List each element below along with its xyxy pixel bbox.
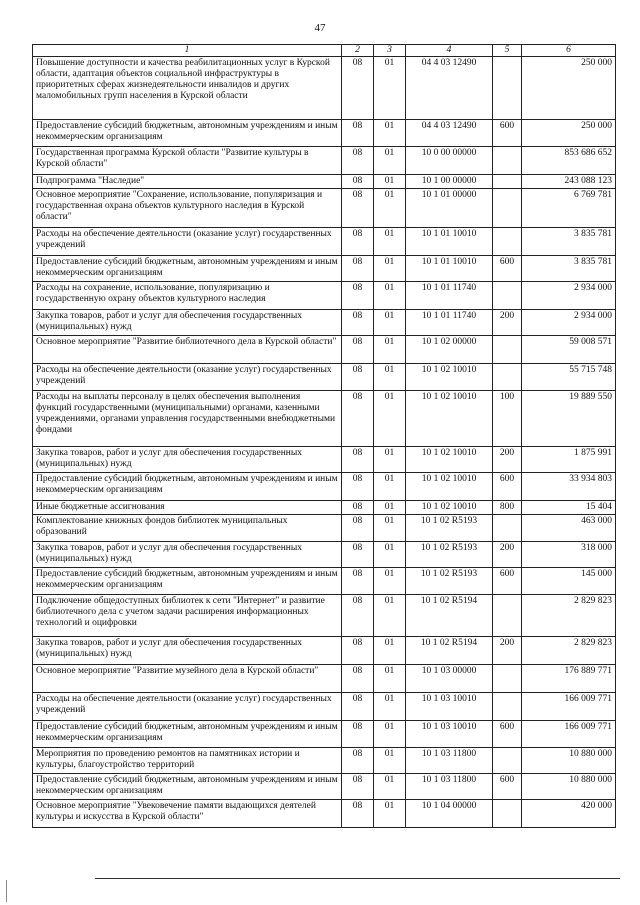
cell-target-article: 10 1 02 10010 xyxy=(406,473,493,501)
budget-table xyxy=(32,44,616,828)
header-col-5: 5 xyxy=(493,45,522,57)
table-row xyxy=(33,515,616,542)
header-col-1: 1 xyxy=(33,45,342,57)
cell-subsection: 01 xyxy=(374,693,406,721)
cell-target-article: 04 4 03 12490 xyxy=(406,57,493,120)
table-row xyxy=(33,693,616,721)
cell-amount: 10 880 000 xyxy=(522,774,616,800)
table-row xyxy=(33,147,616,175)
table-row xyxy=(33,595,616,637)
table-row xyxy=(33,542,616,568)
cell-target-article: 10 1 02 R5193 xyxy=(406,515,493,542)
table-row xyxy=(33,473,616,501)
cell-target-article: 10 1 03 11800 xyxy=(406,748,493,774)
cell-section: 08 xyxy=(342,501,374,515)
cell-target-article: 10 1 02 R5194 xyxy=(406,637,493,665)
cell-target-article: 04 4 03 12490 xyxy=(406,120,493,147)
cell-subsection: 01 xyxy=(374,568,406,595)
cell-subsection: 01 xyxy=(374,391,406,447)
cell-section: 08 xyxy=(342,665,374,693)
table-row xyxy=(33,189,616,228)
cell-name: Расходы на обеспечение деятельности (оказание услуг) государственных учреждений xyxy=(33,364,342,391)
cell-name: Расходы на сохранение, использование, популяризацию и государственную охрану объектов культурного наследия xyxy=(33,282,342,310)
cell-amount: 250 000 xyxy=(522,57,616,120)
cell-expense-type: 600 xyxy=(493,721,522,748)
cell-section: 08 xyxy=(342,568,374,595)
cell-expense-type xyxy=(493,595,522,637)
cell-target-article: 10 1 02 10010 xyxy=(406,391,493,447)
cell-section: 08 xyxy=(342,120,374,147)
cell-name: Основное мероприятие "Развитие музейного дела в Курской области" xyxy=(33,665,342,693)
page-number: 47 xyxy=(314,22,326,34)
cell-name: Расходы на обеспечение деятельности (оказание услуг) государственных учреждений xyxy=(33,693,342,721)
cell-expense-type: 600 xyxy=(493,568,522,595)
cell-name: Иные бюджетные ассигнования xyxy=(33,501,342,515)
table-row xyxy=(33,800,616,828)
table-row xyxy=(33,721,616,748)
cell-expense-type xyxy=(493,800,522,828)
cell-amount: 2 829 823 xyxy=(522,637,616,665)
cell-amount: 10 880 000 xyxy=(522,748,616,774)
table-row xyxy=(33,637,616,665)
cell-target-article: 10 1 02 R5193 xyxy=(406,568,493,595)
table-row xyxy=(33,256,616,282)
cell-section: 08 xyxy=(342,282,374,310)
cell-amount: 250 000 xyxy=(522,120,616,147)
cell-expense-type: 200 xyxy=(493,310,522,336)
table-header-row xyxy=(33,45,616,57)
cell-target-article: 10 1 02 00000 xyxy=(406,336,493,364)
cell-target-article: 10 1 01 11740 xyxy=(406,310,493,336)
table-row xyxy=(33,310,616,336)
table-row xyxy=(33,774,616,800)
cell-subsection: 01 xyxy=(374,501,406,515)
cell-subsection: 01 xyxy=(374,310,406,336)
table-row xyxy=(33,501,616,515)
cell-expense-type xyxy=(493,748,522,774)
cell-amount: 853 686 652 xyxy=(522,147,616,175)
table-row xyxy=(33,282,616,310)
cell-subsection: 01 xyxy=(374,228,406,256)
cell-name: Закупка товаров, работ и услуг для обеспечения государственных (муниципальных) нужд xyxy=(33,637,342,665)
table-row xyxy=(33,364,616,391)
cell-name: Предоставление субсидий бюджетным, автономным учреждениям и иным некоммерческим организациям xyxy=(33,473,342,501)
cell-subsection: 01 xyxy=(374,120,406,147)
cell-target-article: 10 1 02 10010 xyxy=(406,364,493,391)
cell-subsection: 01 xyxy=(374,800,406,828)
cell-expense-type xyxy=(493,364,522,391)
cell-section: 08 xyxy=(342,637,374,665)
cell-section: 08 xyxy=(342,693,374,721)
cell-target-article: 10 1 03 11800 xyxy=(406,774,493,800)
cell-subsection: 01 xyxy=(374,147,406,175)
cell-name: Закупка товаров, работ и услуг для обеспечения государственных (муниципальных) нужд xyxy=(33,542,342,568)
cell-name: Предоставление субсидий бюджетным, автономным учреждениям и иным некоммерческим организациям xyxy=(33,568,342,595)
cell-target-article: 10 1 04 00000 xyxy=(406,800,493,828)
cell-section: 08 xyxy=(342,800,374,828)
cell-amount: 318 000 xyxy=(522,542,616,568)
budget-table-body xyxy=(33,57,616,828)
table-row xyxy=(33,391,616,447)
cell-expense-type xyxy=(493,189,522,228)
cell-amount: 420 000 xyxy=(522,800,616,828)
cell-amount: 166 009 771 xyxy=(522,721,616,748)
table-row xyxy=(33,447,616,473)
table-row xyxy=(33,57,616,120)
cell-subsection: 01 xyxy=(374,748,406,774)
cell-section: 08 xyxy=(342,721,374,748)
cell-target-article: 10 1 02 10010 xyxy=(406,447,493,473)
cell-subsection: 01 xyxy=(374,256,406,282)
cell-name: Расходы на обеспечение деятельности (оказание услуг) государственных учреждений xyxy=(33,228,342,256)
cell-name: Предоставление субсидий бюджетным, автономным учреждениям и иным некоммерческим организациям xyxy=(33,721,342,748)
cell-section: 08 xyxy=(342,542,374,568)
cell-subsection: 01 xyxy=(374,515,406,542)
cell-expense-type xyxy=(493,228,522,256)
cell-subsection: 01 xyxy=(374,595,406,637)
cell-amount: 1 875 991 xyxy=(522,447,616,473)
cell-section: 08 xyxy=(342,364,374,391)
cell-section: 08 xyxy=(342,256,374,282)
table-row xyxy=(33,120,616,147)
cell-subsection: 01 xyxy=(374,473,406,501)
cell-amount: 6 769 781 xyxy=(522,189,616,228)
table-row xyxy=(33,568,616,595)
cell-section: 08 xyxy=(342,774,374,800)
cell-name: Предоставление субсидий бюджетным, автономным учреждениям и иным некоммерческим организациям xyxy=(33,120,342,147)
cell-section: 08 xyxy=(342,447,374,473)
cell-amount: 15 404 xyxy=(522,501,616,515)
cell-name: Повышение доступности и качества реабилитационных услуг в Курской области, адаптация объектов социальной инфраструктуры в приоритетных сферах жизнедеятельности инвалидов и других маломобильных групп населения в Курской области xyxy=(33,57,342,120)
cell-amount: 2 829 823 xyxy=(522,595,616,637)
cell-expense-type xyxy=(493,175,522,189)
cell-section: 08 xyxy=(342,310,374,336)
cell-expense-type xyxy=(493,57,522,120)
cell-expense-type: 600 xyxy=(493,120,522,147)
cell-target-article: 10 1 01 11740 xyxy=(406,282,493,310)
cell-expense-type: 200 xyxy=(493,447,522,473)
cell-subsection: 01 xyxy=(374,774,406,800)
cell-subsection: 01 xyxy=(374,542,406,568)
cell-expense-type: 200 xyxy=(493,637,522,665)
cell-target-article: 10 1 03 10010 xyxy=(406,721,493,748)
cell-amount: 19 889 550 xyxy=(522,391,616,447)
cell-amount: 2 934 000 xyxy=(522,282,616,310)
cell-name: Подключение общедоступных библиотек к сети "Интернет" и развитие библиотечного дела с учетом задачи расширения информационных технологий и оцифровки xyxy=(33,595,342,637)
cell-subsection: 01 xyxy=(374,447,406,473)
cell-subsection: 01 xyxy=(374,336,406,364)
cell-name: Основное мероприятие "Развитие библиотечного дела в Курской области" xyxy=(33,336,342,364)
cell-section: 08 xyxy=(342,391,374,447)
header-col-6: 6 xyxy=(522,45,616,57)
cell-expense-type xyxy=(493,336,522,364)
cell-target-article: 10 1 01 10010 xyxy=(406,228,493,256)
cell-amount: 3 835 781 xyxy=(522,228,616,256)
cell-amount: 145 000 xyxy=(522,568,616,595)
cell-section: 08 xyxy=(342,175,374,189)
cell-name: Предоставление субсидий бюджетным, автономным учреждениям и иным некоммерческим организациям xyxy=(33,256,342,282)
footer-rule xyxy=(95,878,620,879)
cell-subsection: 01 xyxy=(374,637,406,665)
cell-expense-type: 100 xyxy=(493,391,522,447)
cell-amount: 59 008 571 xyxy=(522,336,616,364)
cell-expense-type: 600 xyxy=(493,774,522,800)
cell-section: 08 xyxy=(342,57,374,120)
cell-name: Государственная программа Курской области "Развитие культуры в Курской области" xyxy=(33,147,342,175)
cell-subsection: 01 xyxy=(374,721,406,748)
cell-amount: 166 009 771 xyxy=(522,693,616,721)
cell-subsection: 01 xyxy=(374,189,406,228)
cell-section: 08 xyxy=(342,473,374,501)
cell-target-article: 10 1 03 10010 xyxy=(406,693,493,721)
cell-amount: 463 000 xyxy=(522,515,616,542)
header-col-3: 3 xyxy=(374,45,406,57)
cell-name: Основное мероприятие "Увековечение памяти выдающихся деятелей культуры и искусства в Курской области" xyxy=(33,800,342,828)
header-col-2: 2 xyxy=(342,45,374,57)
table-row xyxy=(33,748,616,774)
cell-name: Закупка товаров, работ и услуг для обеспечения государственных (муниципальных) нужд xyxy=(33,447,342,473)
cell-expense-type: 800 xyxy=(493,501,522,515)
cell-section: 08 xyxy=(342,189,374,228)
cell-expense-type: 600 xyxy=(493,256,522,282)
cell-target-article: 10 1 02 R5193 xyxy=(406,542,493,568)
cell-target-article: 10 0 00 00000 xyxy=(406,147,493,175)
cell-section: 08 xyxy=(342,228,374,256)
cell-name: Основное мероприятие "Сохранение, использование, популяризация и государственная охрана объектов культурного наследия в Курской области" xyxy=(33,189,342,228)
cell-subsection: 01 xyxy=(374,175,406,189)
cell-section: 08 xyxy=(342,147,374,175)
table-row xyxy=(33,228,616,256)
cell-name: Подпрограмма "Наследие" xyxy=(33,175,342,189)
cell-expense-type xyxy=(493,282,522,310)
table-row xyxy=(33,175,616,189)
cell-expense-type xyxy=(493,515,522,542)
cell-expense-type xyxy=(493,147,522,175)
table-row xyxy=(33,665,616,693)
cell-target-article: 10 1 02 10010 xyxy=(406,501,493,515)
cell-amount: 2 934 000 xyxy=(522,310,616,336)
cell-name: Мероприятия по проведению ремонтов на памятниках истории и культуры, благоустройство территорий xyxy=(33,748,342,774)
cell-section: 08 xyxy=(342,515,374,542)
table-row xyxy=(33,336,616,364)
cell-subsection: 01 xyxy=(374,57,406,120)
cell-target-article: 10 1 01 00000 xyxy=(406,189,493,228)
cell-name: Предоставление субсидий бюджетным, автономным учреждениям и иным некоммерческим организациям xyxy=(33,774,342,800)
cell-section: 08 xyxy=(342,748,374,774)
cell-target-article: 10 1 02 R5194 xyxy=(406,595,493,637)
cell-subsection: 01 xyxy=(374,282,406,310)
cell-section: 08 xyxy=(342,336,374,364)
cell-subsection: 01 xyxy=(374,364,406,391)
cell-expense-type: 600 xyxy=(493,473,522,501)
cell-target-article: 10 1 01 10010 xyxy=(406,256,493,282)
cell-amount: 55 715 748 xyxy=(522,364,616,391)
cell-name: Комплектование книжных фондов библиотек муниципальных образований xyxy=(33,515,342,542)
cell-section: 08 xyxy=(342,595,374,637)
cell-target-article: 10 1 03 00000 xyxy=(406,665,493,693)
cell-name: Закупка товаров, работ и услуг для обеспечения государственных (муниципальных) нужд xyxy=(33,310,342,336)
header-col-4: 4 xyxy=(406,45,493,57)
cell-subsection: 01 xyxy=(374,665,406,693)
cell-name: Расходы на выплаты персоналу в целях обеспечения выполнения функций государственными (муниципальными) органами, казенными учреждениями, органами управления государственными внебюджетными фондами xyxy=(33,391,342,447)
cell-amount: 243 088 123 xyxy=(522,175,616,189)
cell-amount: 33 934 803 xyxy=(522,473,616,501)
cell-target-article: 10 1 00 00000 xyxy=(406,175,493,189)
cell-expense-type xyxy=(493,665,522,693)
scan-edge-mark xyxy=(6,880,7,902)
cell-amount: 3 835 781 xyxy=(522,256,616,282)
cell-amount: 176 889 771 xyxy=(522,665,616,693)
cell-expense-type xyxy=(493,693,522,721)
cell-expense-type: 200 xyxy=(493,542,522,568)
